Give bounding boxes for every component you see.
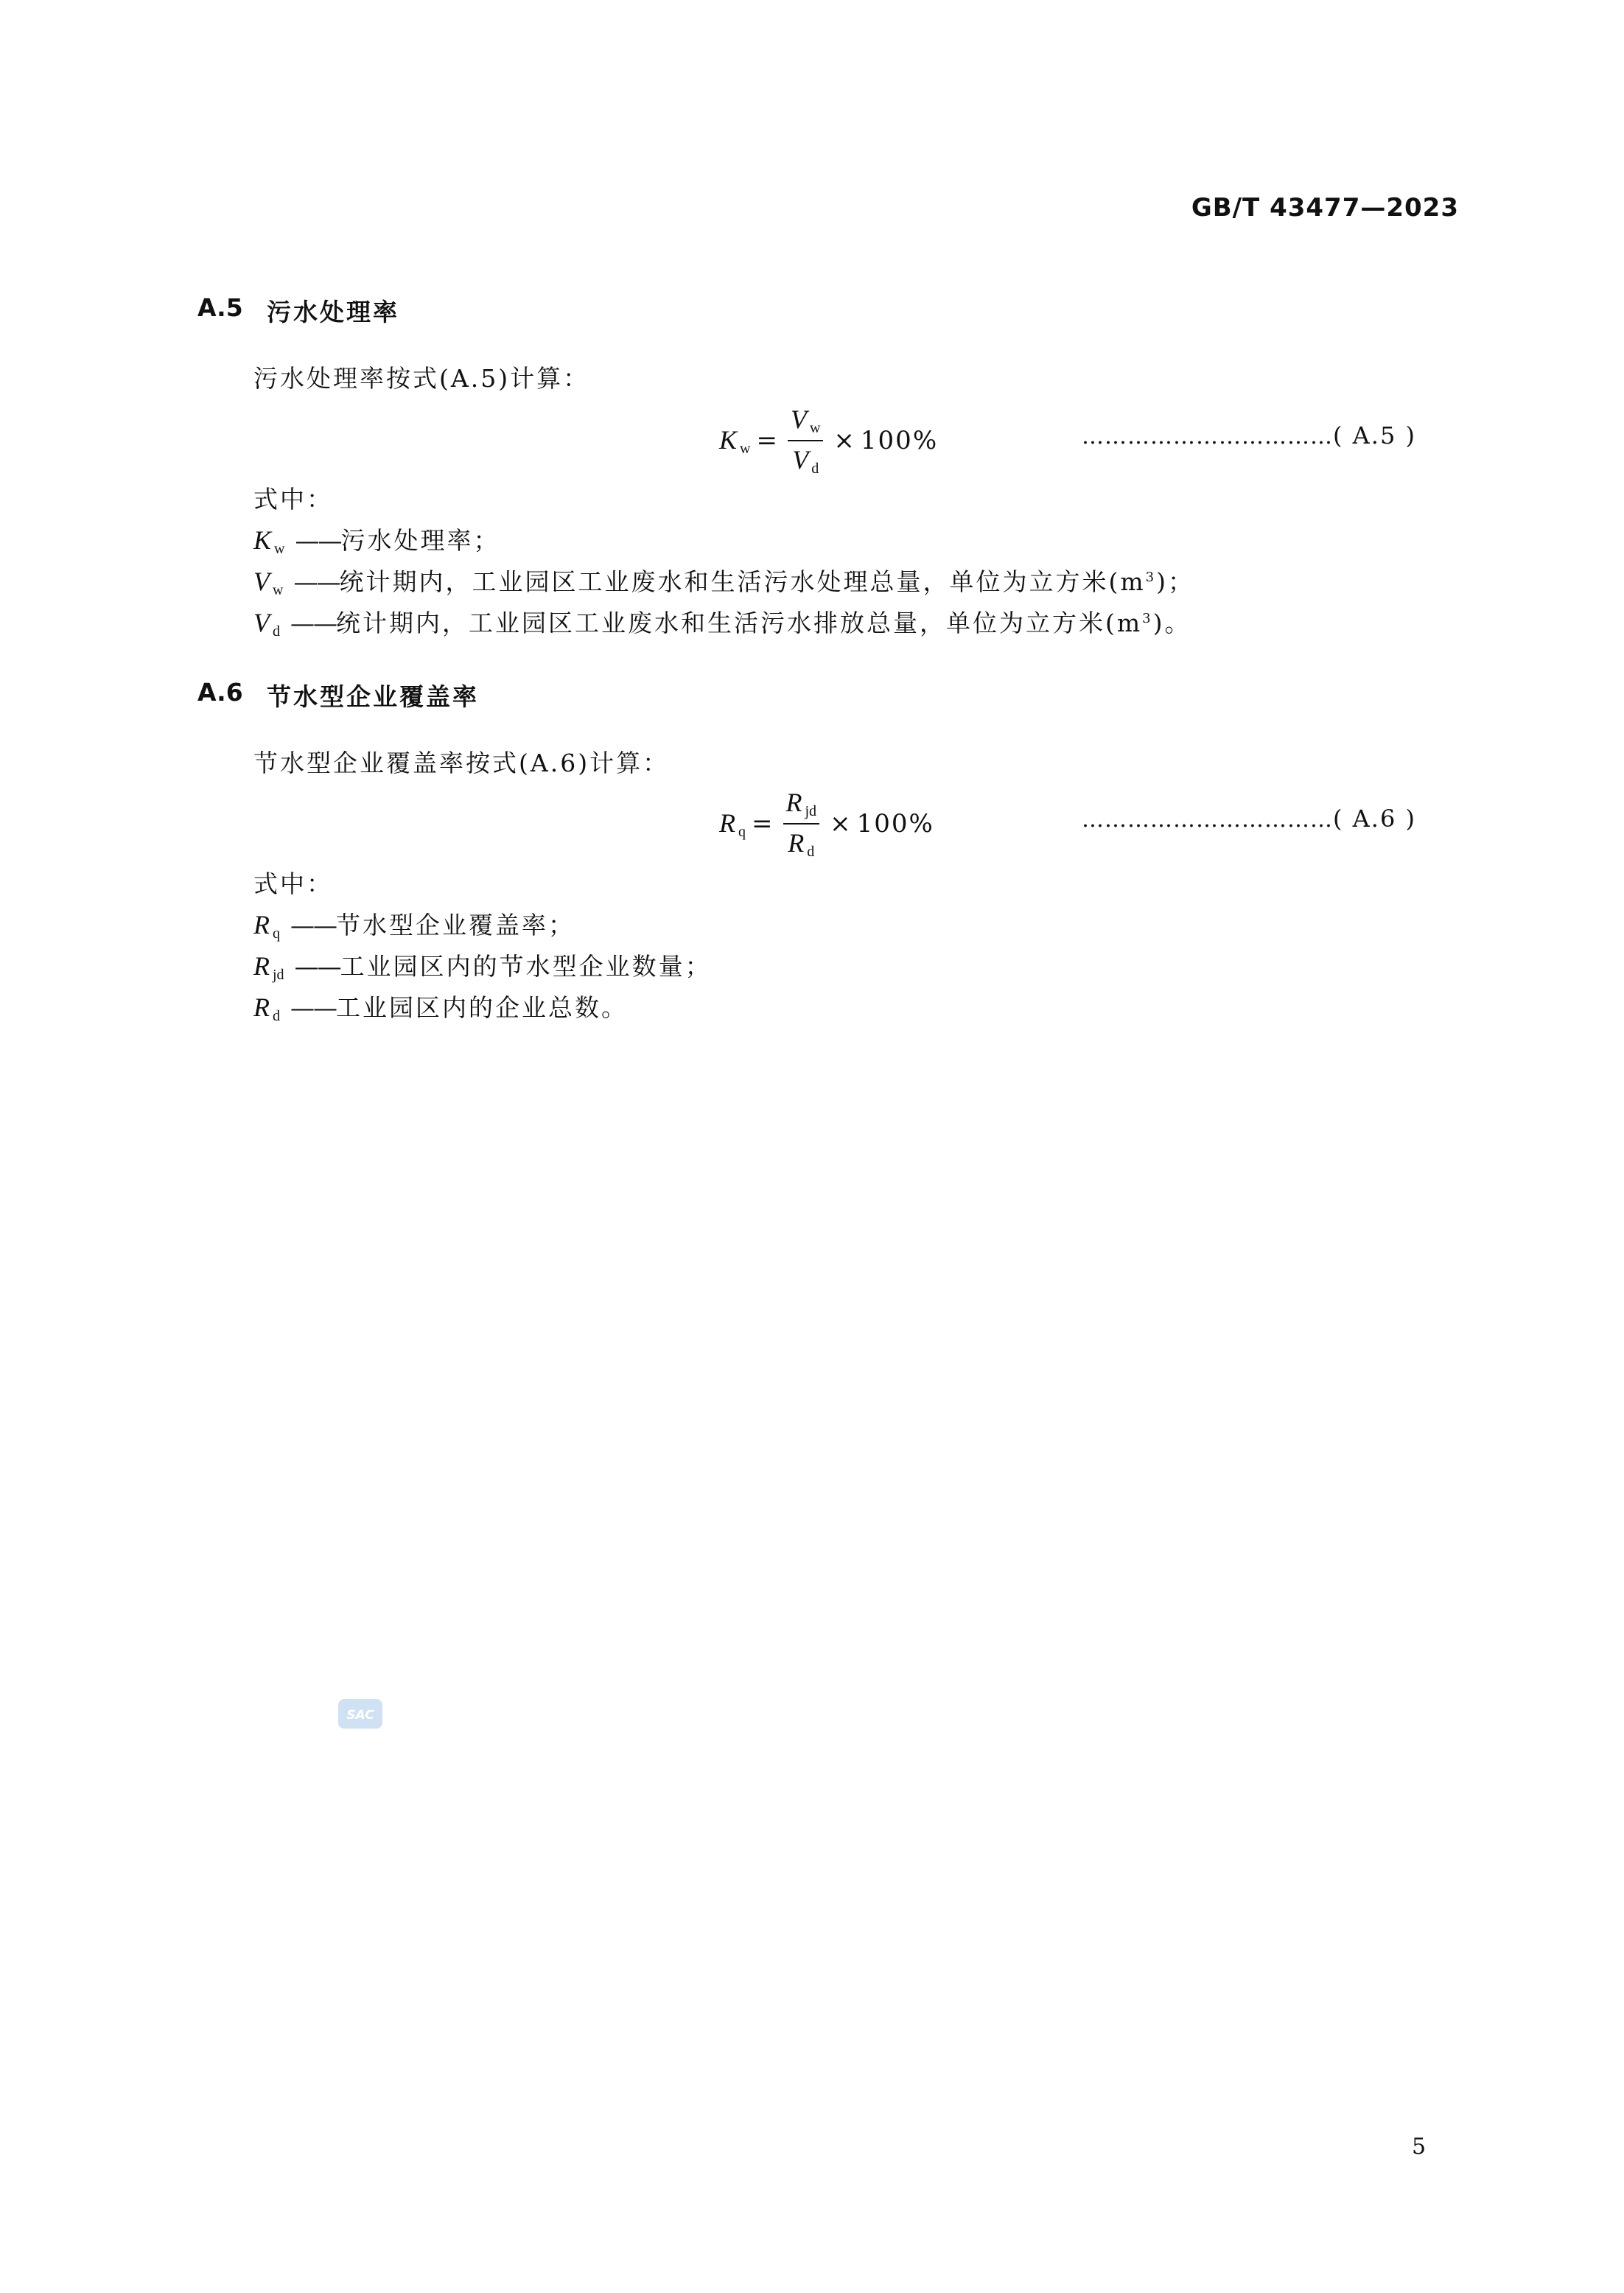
- numerator-a6: R $_{jd}$: [783, 787, 820, 825]
- formula-a5: [719, 404, 938, 477]
- percent-factor-a6: 100%: [856, 809, 934, 839]
- symbol-definition: R $_{jd}$ —— 工业园区内的节水型企业数量；: [253, 951, 712, 983]
- svg-text:SAC: SAC: [346, 1708, 374, 1723]
- equals-sign: =: [756, 426, 777, 455]
- symbol-kw: K $_w$: [253, 525, 285, 557]
- symbol-definition: K $_w$ —— 污水处理率；: [253, 525, 500, 557]
- sac-logo-icon: [337, 1698, 383, 1730]
- symbol-vw: V $_w$: [253, 567, 284, 598]
- section-title-a5: 污水处理率: [267, 298, 399, 326]
- equals-sign: =: [752, 809, 773, 839]
- formula-intro-a5: 污水处理率按式(A.5)计算：: [253, 364, 590, 393]
- numerator-a5: V $_w$: [788, 404, 823, 441]
- where-label-a6: 式中：: [253, 869, 333, 898]
- symbol-rjd: R $_{jd}$: [253, 951, 284, 983]
- symbol-definition: R $_d$ —— 工业园区内的企业总数。: [253, 993, 628, 1024]
- symbol-rq: R $_q$: [253, 910, 280, 942]
- formula-lhs-a6: R $_q$: [719, 808, 746, 840]
- equation-leader-a5: ……………………………( A.5 ): [1082, 421, 1416, 449]
- equation-number-a5: ( A.5 ): [1333, 421, 1416, 449]
- where-label-a5: 式中：: [253, 485, 333, 514]
- percent-factor-a5: 100%: [860, 426, 939, 455]
- symbol-rd: R $_d$: [253, 993, 280, 1024]
- denominator-a6: R $_d$: [788, 828, 815, 860]
- symbol-definition: V $_w$ —— 统计期内，工业园区工业废水和生活污水处理总量，单位为立方米$(m^3)$；: [253, 567, 1194, 598]
- equation-leader-a6: ……………………………( A.6 ): [1082, 805, 1416, 833]
- symbol-definition: R $_q$ —— 节水型企业覆盖率；: [253, 910, 575, 942]
- sac-watermark-logo: [337, 1698, 383, 1730]
- section-number-a6: A.6: [197, 678, 243, 707]
- formula-intro-a6: 节水型企业覆盖率按式(A.6)计算：: [253, 749, 670, 777]
- symbol-vd: V $_d$: [253, 608, 280, 640]
- page-number: 5: [1412, 2134, 1427, 2160]
- equation-number-a6: ( A.6 ): [1333, 805, 1416, 833]
- section-number-a5: A.5: [197, 293, 243, 322]
- formula-a6: [719, 787, 934, 861]
- formula-lhs-a5: K $_w$: [719, 424, 751, 457]
- fraction-a5: [788, 404, 823, 477]
- times-sign: ×: [833, 426, 855, 455]
- symbol-definition: V $_d$ —— 统计期内，工业园区工业废水和生活污水排放总量，单位为立方米$(m^3)$。: [253, 608, 1191, 640]
- fraction-a6: [783, 787, 820, 861]
- denominator-a5: V $_d$: [792, 445, 819, 477]
- section-title-a6: 节水型企业覆盖率: [267, 682, 479, 711]
- standard-code: GB/T 43477—2023: [1191, 193, 1459, 223]
- times-sign: ×: [830, 809, 851, 839]
